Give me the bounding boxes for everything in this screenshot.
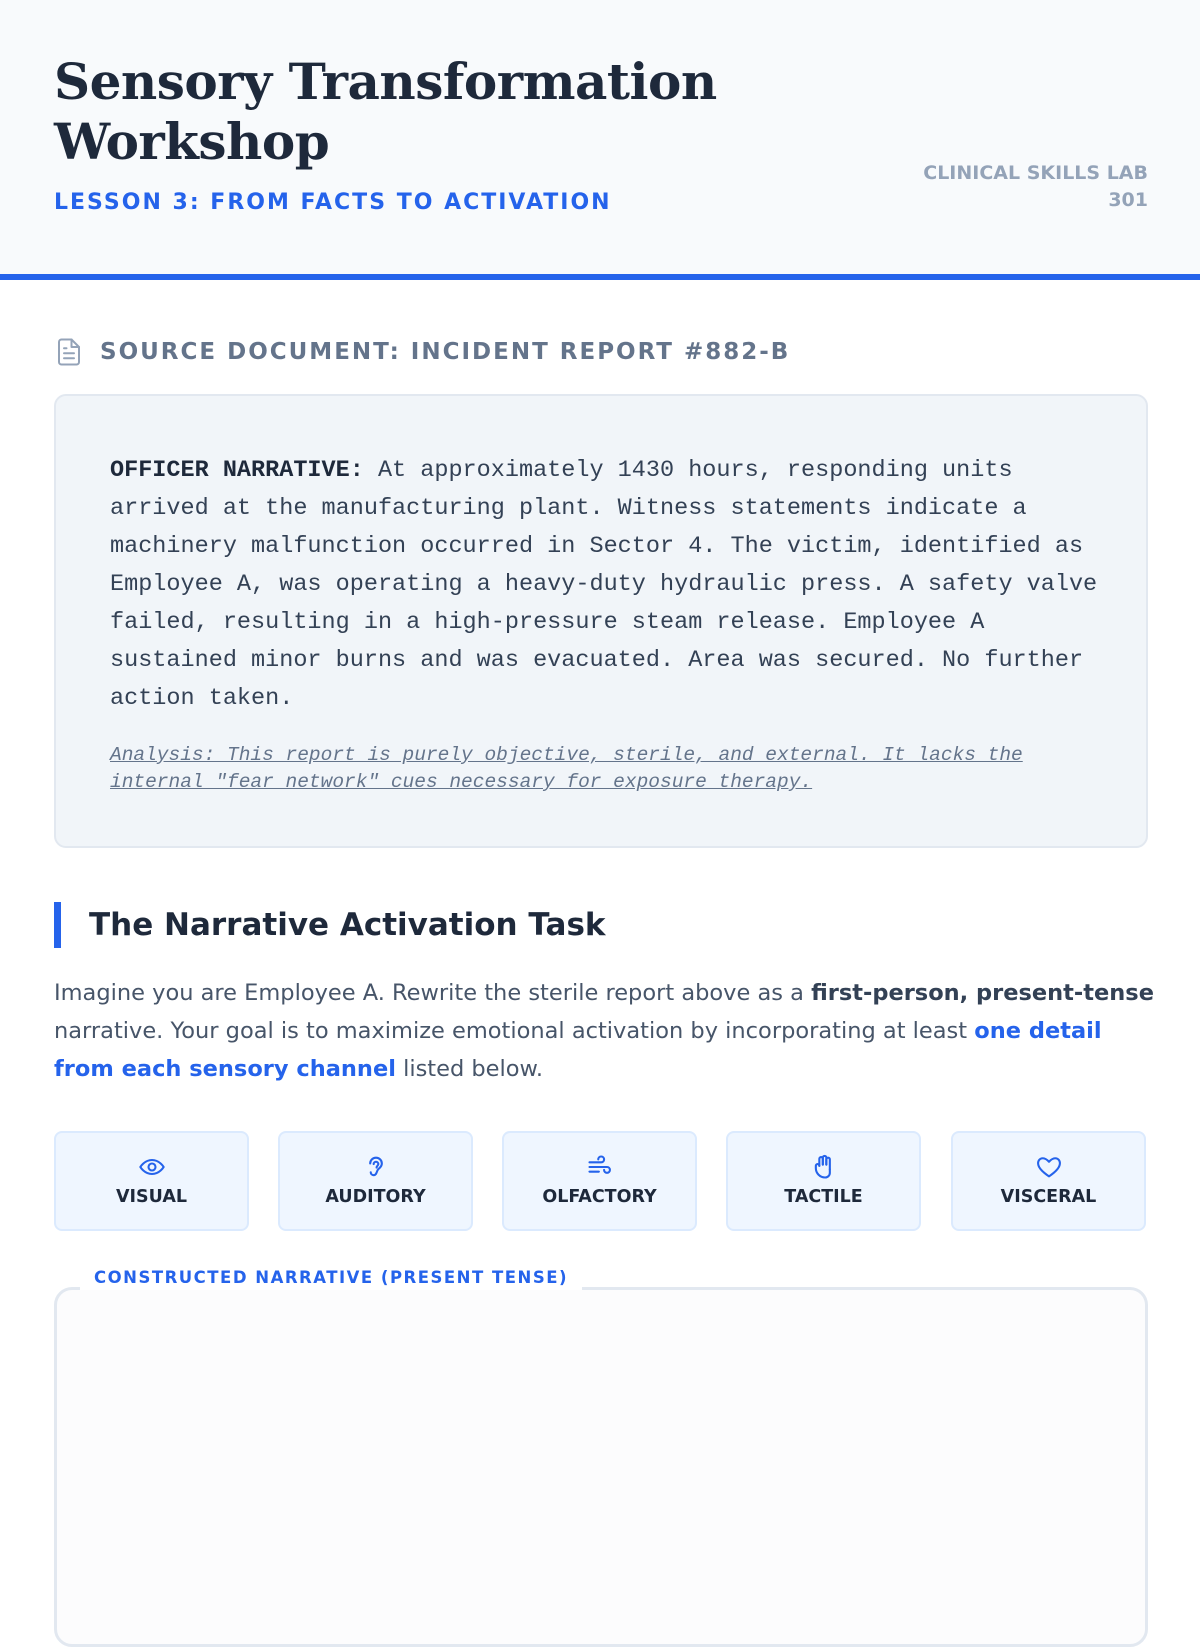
channel-visceral[interactable] bbox=[951, 1131, 1146, 1231]
constructed-narrative-input[interactable] bbox=[57, 1290, 1145, 1644]
instructions-part-3: listed below. bbox=[395, 1056, 544, 1082]
task-instructions bbox=[54, 974, 1154, 1088]
channel-auditory[interactable] bbox=[278, 1131, 473, 1231]
constructed-narrative-box bbox=[54, 1287, 1148, 1647]
channel-label: AUDITORY bbox=[325, 1187, 426, 1207]
course-label-line1: CLINICAL SKILLS LAB bbox=[923, 162, 1148, 184]
sensory-channels bbox=[54, 1131, 1148, 1231]
incident-report-panel bbox=[54, 394, 1148, 848]
instructions-emphasis: first-person, present-tense bbox=[811, 980, 1154, 1006]
course-label bbox=[888, 160, 1148, 214]
narrative-label: OFFICER NARRATIVE: bbox=[110, 457, 364, 484]
channel-label: TACTILE bbox=[784, 1187, 863, 1207]
instructions-part-1: Imagine you are Employee A. Rewrite the sterile report above as a bbox=[54, 980, 812, 1006]
hand-icon bbox=[810, 1153, 838, 1181]
page-title: Sensory Transformation Workshop bbox=[54, 52, 717, 171]
channel-visual[interactable] bbox=[54, 1131, 249, 1231]
ear-icon bbox=[362, 1153, 390, 1181]
narrative-text: At approximately 1430 hours, responding units arrived at the manufacturing plant. Witness statements indicate a machinery malfunction occurred in Sector 4. The victim, identified as Employee A, was operating a heavy-duty hydraulic press. A safety valve failed, resulting in a high-pressure steam release. Employee A sustained minor burns and was evacuated. Area was secured. No further action taken. bbox=[110, 457, 1098, 712]
task-heading: The Narrative Activation Task bbox=[54, 902, 606, 948]
page-header bbox=[0, 0, 1200, 280]
lesson-subtitle: LESSON 3: FROM FACTS TO ACTIVATION bbox=[54, 190, 612, 215]
constructed-narrative-label: CONSTRUCTED NARRATIVE (PRESENT TENSE) bbox=[80, 1266, 582, 1290]
channel-olfactory[interactable] bbox=[502, 1131, 697, 1231]
wind-icon bbox=[586, 1153, 614, 1181]
channel-label: VISCERAL bbox=[1000, 1187, 1097, 1207]
instructions-part-2: narrative. Your goal is to maximize emotional activation by incorporating at least bbox=[54, 1018, 975, 1044]
course-label-line2: 301 bbox=[1108, 189, 1148, 211]
eye-icon bbox=[138, 1153, 166, 1181]
channel-label: VISUAL bbox=[115, 1187, 188, 1207]
officer-narrative bbox=[110, 452, 1110, 718]
report-analysis: Analysis: This report is purely objective, sterile, and external. It lacks the internal "fear network" cues necessary for exposure therapy. bbox=[110, 744, 1023, 793]
channel-label: OLFACTORY bbox=[542, 1187, 657, 1207]
channel-tactile[interactable] bbox=[726, 1131, 921, 1231]
instructions-highlight: one detail from each sensory channel bbox=[54, 1018, 1102, 1082]
document-icon bbox=[54, 336, 84, 368]
source-document-title: SOURCE DOCUMENT: INCIDENT REPORT #882-B bbox=[100, 339, 791, 365]
heart-icon bbox=[1035, 1153, 1063, 1181]
source-document-heading bbox=[54, 334, 790, 370]
